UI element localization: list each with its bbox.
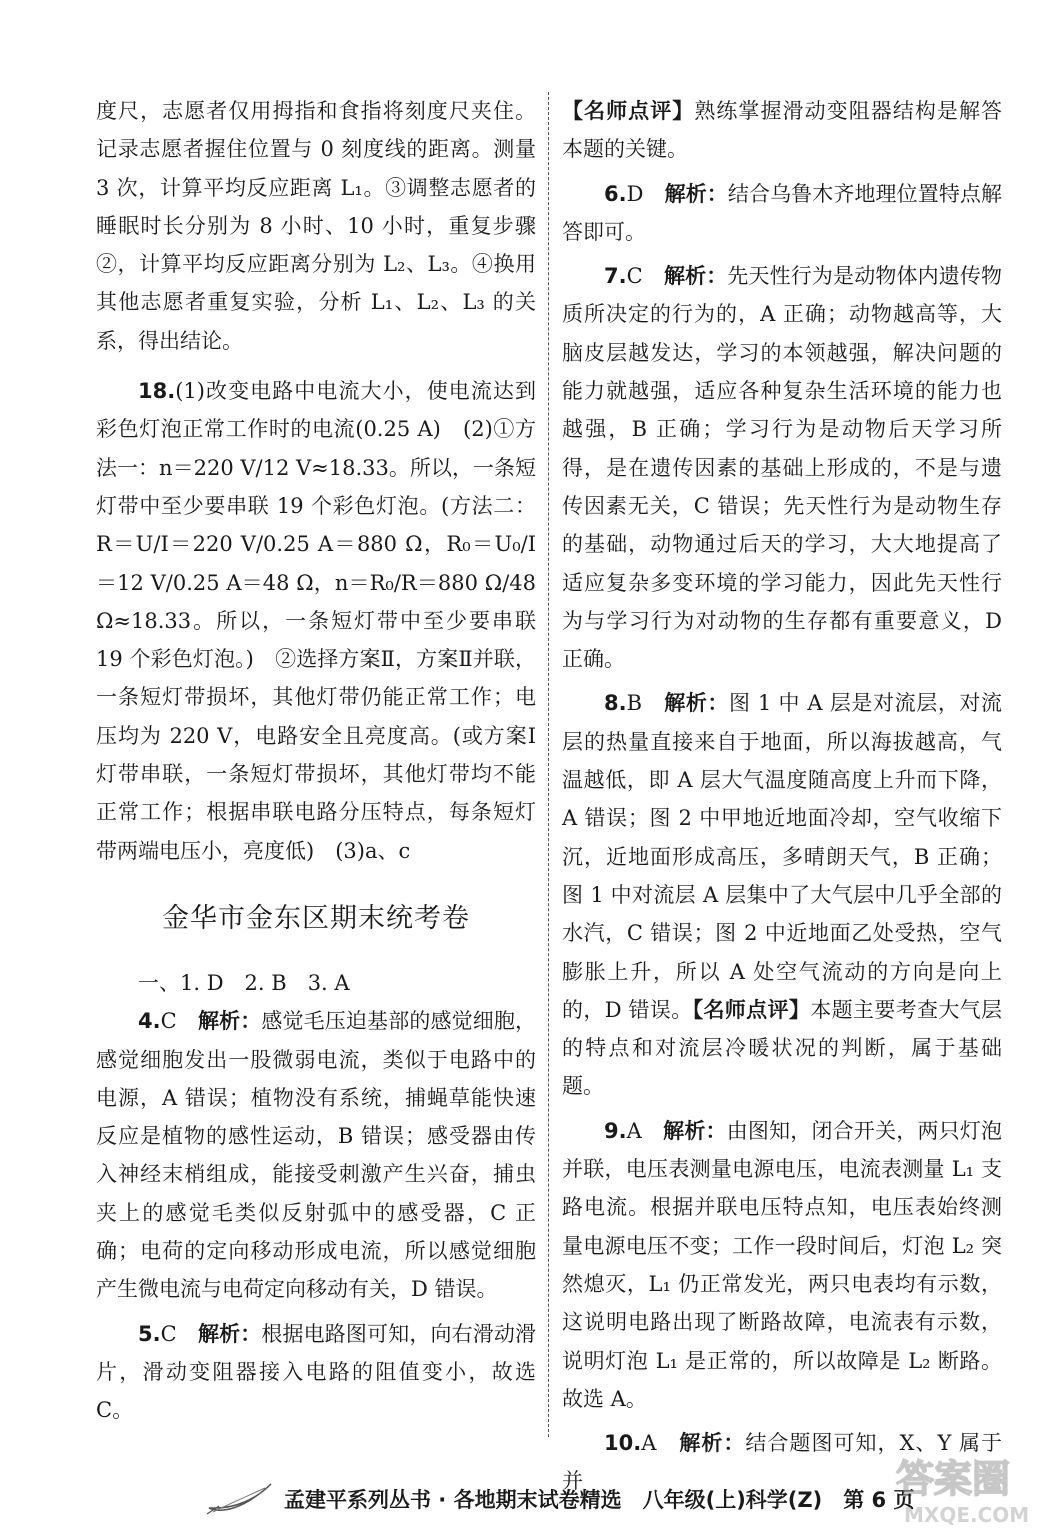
left-column <box>96 92 536 1430</box>
q9-answer: A <box>626 1118 642 1143</box>
q6-block <box>562 175 1002 252</box>
q6-number: 6. <box>604 181 627 206</box>
q5-answer: C <box>160 1321 177 1346</box>
q10-answer: A <box>641 1431 657 1456</box>
q5-keyword: 解析： <box>197 1321 262 1346</box>
watermark-bottom: MXQE.COM <box>904 1503 1030 1527</box>
q4-text: 感觉毛压迫基部的感觉细胞，感觉细胞发出一股微弱电流，类似于电路中的电源，A 错误；植物没有系统，捕蝇草能快速反应是植物的感性运动，B 错误；感受器由传入神经末梢组成，能接受刺激产生兴奋，捕虫夹上的感觉毛类似反射弧中的感受器，C 正确；电荷的定向移动形成电流，所以感觉细胞产生微电流与电荷定向移动有关，D 错误。 <box>96 1009 537 1302</box>
q5-number: 5. <box>138 1321 161 1346</box>
q8-keyword: 解析： <box>664 691 730 716</box>
q8-number: 8. <box>604 691 627 716</box>
q9-number: 9. <box>604 1118 627 1143</box>
q10-text: 结合题图可知，X、Y 属于并 <box>562 1431 1002 1494</box>
q1-3-answers: 一、1. D 2. B 3. A <box>138 970 350 995</box>
q4-answer: C <box>160 1009 177 1034</box>
q5-text: 根据电路图可知，向右滑动滑片，滑动变阻器接入电路的阻值变小，故选 C。 <box>96 1321 537 1423</box>
right-column <box>562 92 1002 1501</box>
q18-number: 18. <box>138 379 176 404</box>
q4-block <box>96 1002 536 1308</box>
q7-answer: C <box>626 264 643 289</box>
q4-number: 4. <box>138 1009 161 1034</box>
section-title: 金华市金东区期末统考卷 <box>162 902 470 934</box>
q18-text: (1)改变电路中电流大小，使电流达到彩色灯泡正常工作时的电流(0.25 A) (2)①方法一：n＝220 V/12 V≈18.33。所以，一条短灯带中至少要串联 19 个彩色灯泡。(方法二：R＝U/I＝220 V/0.25 A＝880 Ω，R₀＝U₀/I＝12 V/0.25 A＝48 Ω，n＝R₀/R＝880 Ω/48 Ω≈18.33。所以，一条短灯带中至少要串联 19 个彩色灯泡。) ②选择方案Ⅱ，方案Ⅱ并联，一条短灯带损坏，其他灯带仍能正常工作；电压均为 220 V，电路安全且亮度高。(或方案Ⅰ灯带串联，一条短灯带损坏，其他灯带均不能正常工作；根据串联电路分压特点，每条短灯带两端电压小，亮度低) (3)a、c <box>96 379 536 863</box>
q7-block <box>562 257 1002 678</box>
q5-block <box>96 1315 536 1430</box>
q7-keyword: 解析： <box>663 264 728 289</box>
q9-text: 由图知，闭合开关，两只灯泡并联，电压表测量电源电压，电流表测量 L₁ 支路电流。根据并联电压特点知，电压表始终测量电源电压不变；工作一段时间后，灯泡 L₂ 突然熄灭，L₁ 仍正常发光，两只电表均有示数，这说明电路出现了断路故障，电流表有示数，说明灯泡 L₁ 是正常的，所以故障是 L₂ 断路。故选 A。 <box>562 1118 1003 1411</box>
q9-keyword: 解析： <box>663 1118 727 1143</box>
q6-keyword: 解析： <box>664 181 728 206</box>
q8-block <box>562 684 1002 1105</box>
q6-answer: D <box>626 181 644 206</box>
q10-number: 10. <box>604 1431 642 1456</box>
watermark-logo <box>888 1452 1038 1530</box>
q8-text: 图 1 中 A 层是对流层，对流层的热量直接来自于地面，所以海拔越高，气温越低，即 A 层大气温度随高度上升而下降，A 错误；图 2 中甲地近地面冷却，空气收缩下沉，近地面形成高压，多晴朗天气，B 正确；图 1 中对流层 A 层集中了大气层中几乎全部的水汽，C 错误；图 2 中近地面乙处受热，空气膨胀上升，所以 A 处空气流动的方向是向上的，D 错误。 <box>562 691 1003 1022</box>
q10-keyword: 解析： <box>679 1431 746 1456</box>
q6-text: 结合乌鲁木齐地理位置特点解答即可。 <box>562 181 1003 244</box>
q8-answer: B <box>626 691 643 716</box>
q4-keyword: 解析： <box>197 1009 262 1034</box>
q8-comment-tag: 【名师点评】 <box>692 997 811 1022</box>
q7-text: 先天性行为是动物体内遗传物质所决定的行为的，A 正确；动物越高等，大脑皮层越发达，学习的本领越强，解决问题的能力就越强，适应各种复杂生活环境的能力也越强，B 正确；学习行为是动物后天学习所得，是在遗传因素的基础上形成的，不是与遗传因素无关，C 错误；先天性行为是动物生存的基础，动物通过后天的学习，大大地提高了适应复杂多变环境的学习能力，因此先天性行为与学习行为对动物的生存都有重要意义，D 正确。 <box>562 264 1003 672</box>
q18-block <box>96 372 536 870</box>
column-divider <box>548 92 549 1437</box>
comment-tag: 【名师点评】 <box>562 99 695 123</box>
comment-text: 熟练掌握滑动变阻器结构是解答本题的关键。 <box>562 99 1003 162</box>
footer-text: 孟建平系列丛书 · 各地期末试卷精选 八年级(上)科学(Z) 第 6 页 <box>284 1488 915 1512</box>
q5-comment <box>562 92 1002 169</box>
q9-block <box>562 1112 1002 1418</box>
q8-comment-text: 本题主要考查大气层的特点和对流层冷暖状况的判断，属于基础题。 <box>562 997 1003 1099</box>
watermark-top: 答案圈 <box>896 1457 1011 1501</box>
feather-logo-icon <box>205 1478 277 1518</box>
q17-continued: 度尺，志愿者仅用拇指和食指将刻度尺夹住。记录志愿者握住位置与 0 刻度线的距离。测量 3 次，计算平均反应距离 L₁。③调整志愿者的睡眠时长分别为 8 小时、10 小时，重复步骤②，计算平均反应距离分别为 L₂、L₃。④换用其他志愿者重复实验，分析 L₁、L₂、L₃ 的关系，得出结论。 <box>96 99 536 353</box>
q7-number: 7. <box>604 264 627 289</box>
